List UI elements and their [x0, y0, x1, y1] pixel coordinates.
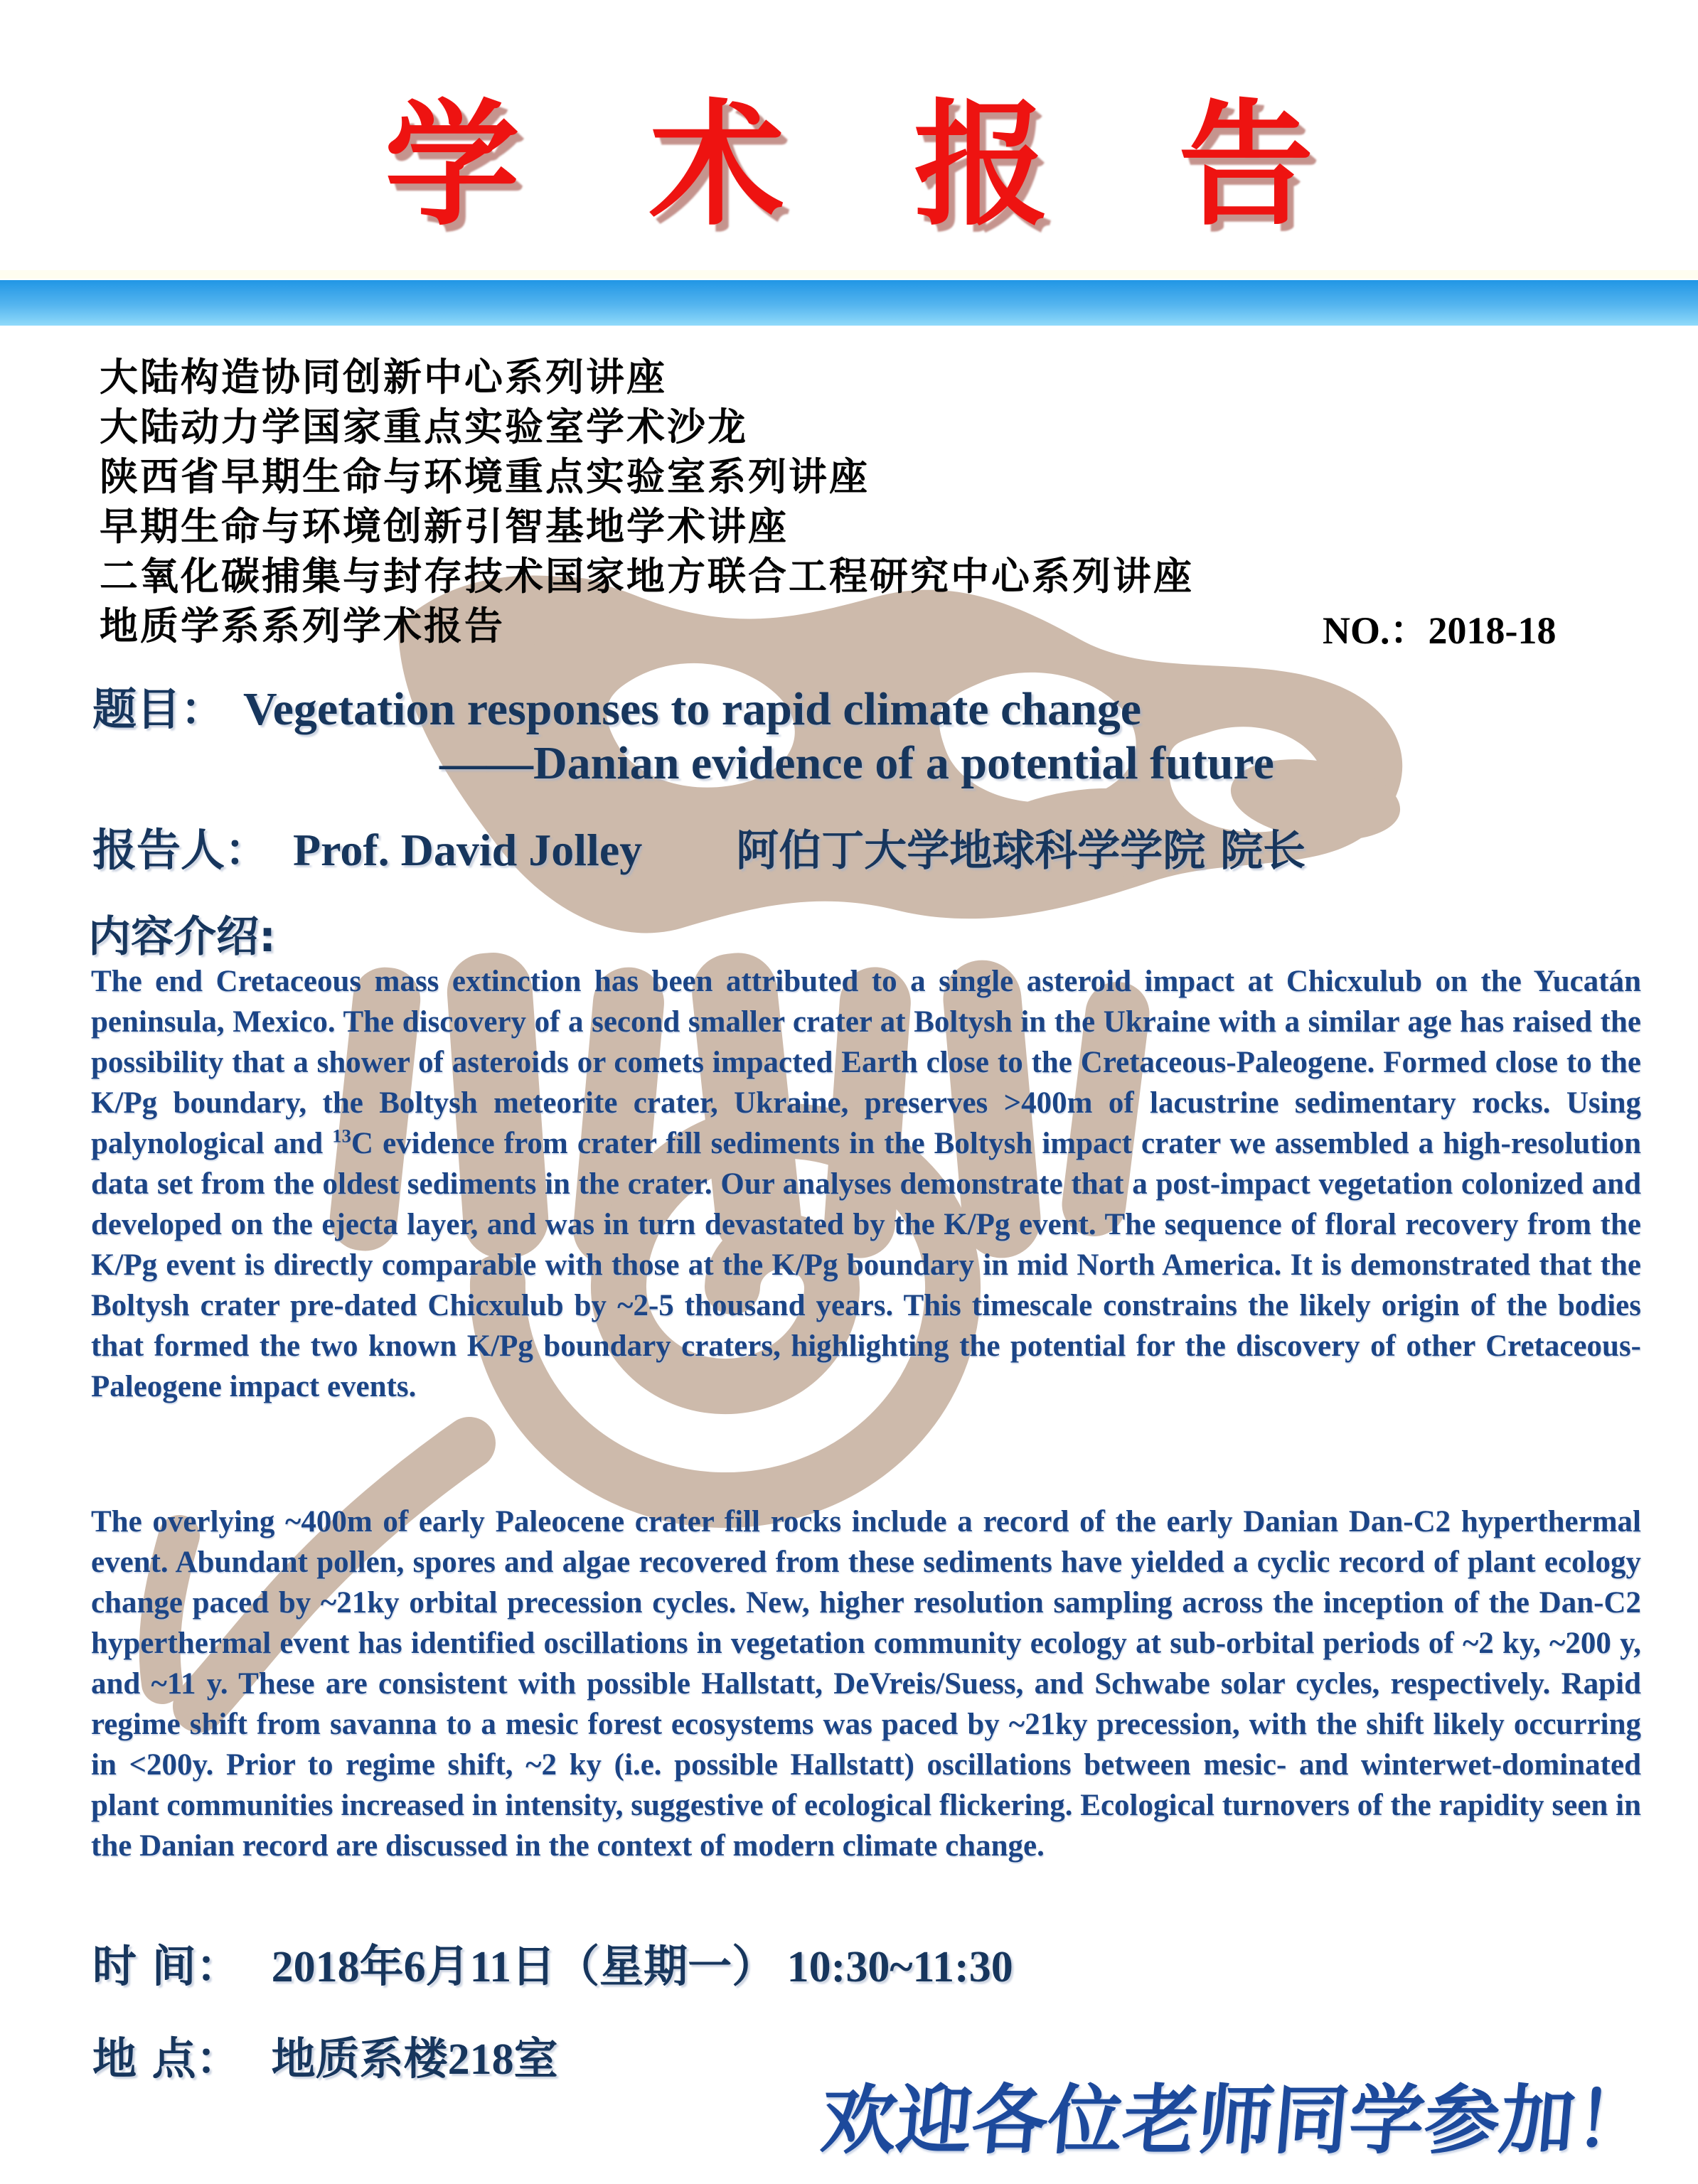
abstract-paragraph-1 — [91, 961, 1641, 1407]
venue-row — [92, 2023, 558, 2087]
time-label: 时 间： — [92, 1940, 240, 1992]
page-title: 学 术 报 告 — [384, 87, 1355, 244]
speaker-name: Prof. David Jolley — [293, 825, 643, 875]
time-row — [92, 1931, 1013, 1994]
speaker-label: 报告人： — [92, 824, 269, 876]
lecture-series-list — [100, 353, 1194, 651]
superscript-13: 13 — [332, 1125, 351, 1147]
series-item: 大陆构造协同创新中心系列讲座 — [100, 355, 667, 400]
topic-title-line1: Vegetation responses to rapid climate change — [243, 683, 1142, 735]
abstract-text-pre: The end Cretaceous mass extinction has been attributed to a single asteroid impact at Chicxulub on the Yucatán peninsula, Mexico. The discovery of a second smaller crater at Boltysh in the Ukraine with a similar age has raised the possibility that a shower of asteroids or comets impacted Earth close to the Cretaceous-Paleogene. Formed close to the K/Pg boundary, the Boltysh meteorite crater, Ukraine, preserves >400m of lacustrine sedimentary rocks. Using palynological and — [91, 965, 1641, 1160]
issue-number: NO.：2018-18 — [1323, 609, 1556, 652]
series-item: 陕西省早期生命与环境重点实验室系列讲座 — [100, 454, 870, 499]
intro-label: 内容介绍: — [88, 912, 276, 962]
welcome-message: 欢迎各位老师同学参加！ — [817, 2077, 1655, 2164]
venue-value: 地质系楼218室 — [271, 2035, 558, 2084]
speaker-affiliation: 阿伯丁大学地球科学学院 院长 — [736, 826, 1306, 876]
series-item: 大陆动力学国家重点实验室学术沙龙 — [100, 405, 748, 449]
series-item: 地质学系系列学术报告 — [100, 604, 505, 648]
topic-label: 题目： — [92, 683, 225, 735]
series-item: 早期生命与环境创新引智基地学术讲座 — [100, 504, 789, 549]
venue-label: 地 点： — [92, 2033, 240, 2084]
speaker-row — [92, 815, 1305, 878]
abstract-paragraph-2: The overlying ~400m of early Paleocene crater fill rocks include a record of the early Danian Dan-C2 hyperthermal event. Abundant pollen, spores and algae recovered from these sediments have yielded a cyclic record of plant ecology change paced by ~21ky orbital precession cycles. New, higher resolution sampling across the inception of the Dan-C2 hyperthermal event has identified oscillations in vegetation community ecology at sub-orbital periods of ~2 ky, ~200 y, and ~11 y. These are consistent with possible Hallstatt, DeVreis/Suess, and Schwabe solar cycles, respectively. Rapid regime shift from savanna to a mesic forest ecosystems was paced by ~21ky precession, with the shift likely occurring in <200y. Prior to regime shift, ~2 ky (i.e. possible Hallstatt) oscillations between mesic- and winterwet-dominated plant communities increased in intensity, suggestive of ecological flickering. Ecological turnovers of the rapidity seen in the Danian record are discussed in the context of modern climate change. — [91, 1505, 1641, 1863]
time-value: 2018年6月11日（星期一） 10:30~11:30 — [271, 1943, 1013, 1991]
topic-row — [92, 674, 1141, 737]
abstract-text-post: C evidence from crater fill sediments in the Boltysh impact crater we assembled a high-resolution data set from the oldest sediments in the crater. Our analyses demonstrate that a post-impact vegetation colonized and developed on the ejecta layer, and was in turn devastated by the K/Pg event. The sequence of floral recovery from the K/Pg event is directly comparable with those at the K/Pg boundary in mid North America. It is demonstrated that the Boltysh crater pre-dated Chicxulub by ~2-5 thousand years. This timescale constrains the likely origin of the bodies that formed the two known K/Pg boundary craters, highlighting the potential for the discovery of other Cretaceous-Paleogene impact events. — [91, 1127, 1641, 1403]
series-item: 二氧化碳捕集与封存技术国家地方联合工程研究中心系列讲座 — [100, 554, 1194, 599]
banner-divider — [0, 280, 1698, 326]
topic-title-line2: ——Danian evidence of a potential future — [439, 737, 1274, 789]
